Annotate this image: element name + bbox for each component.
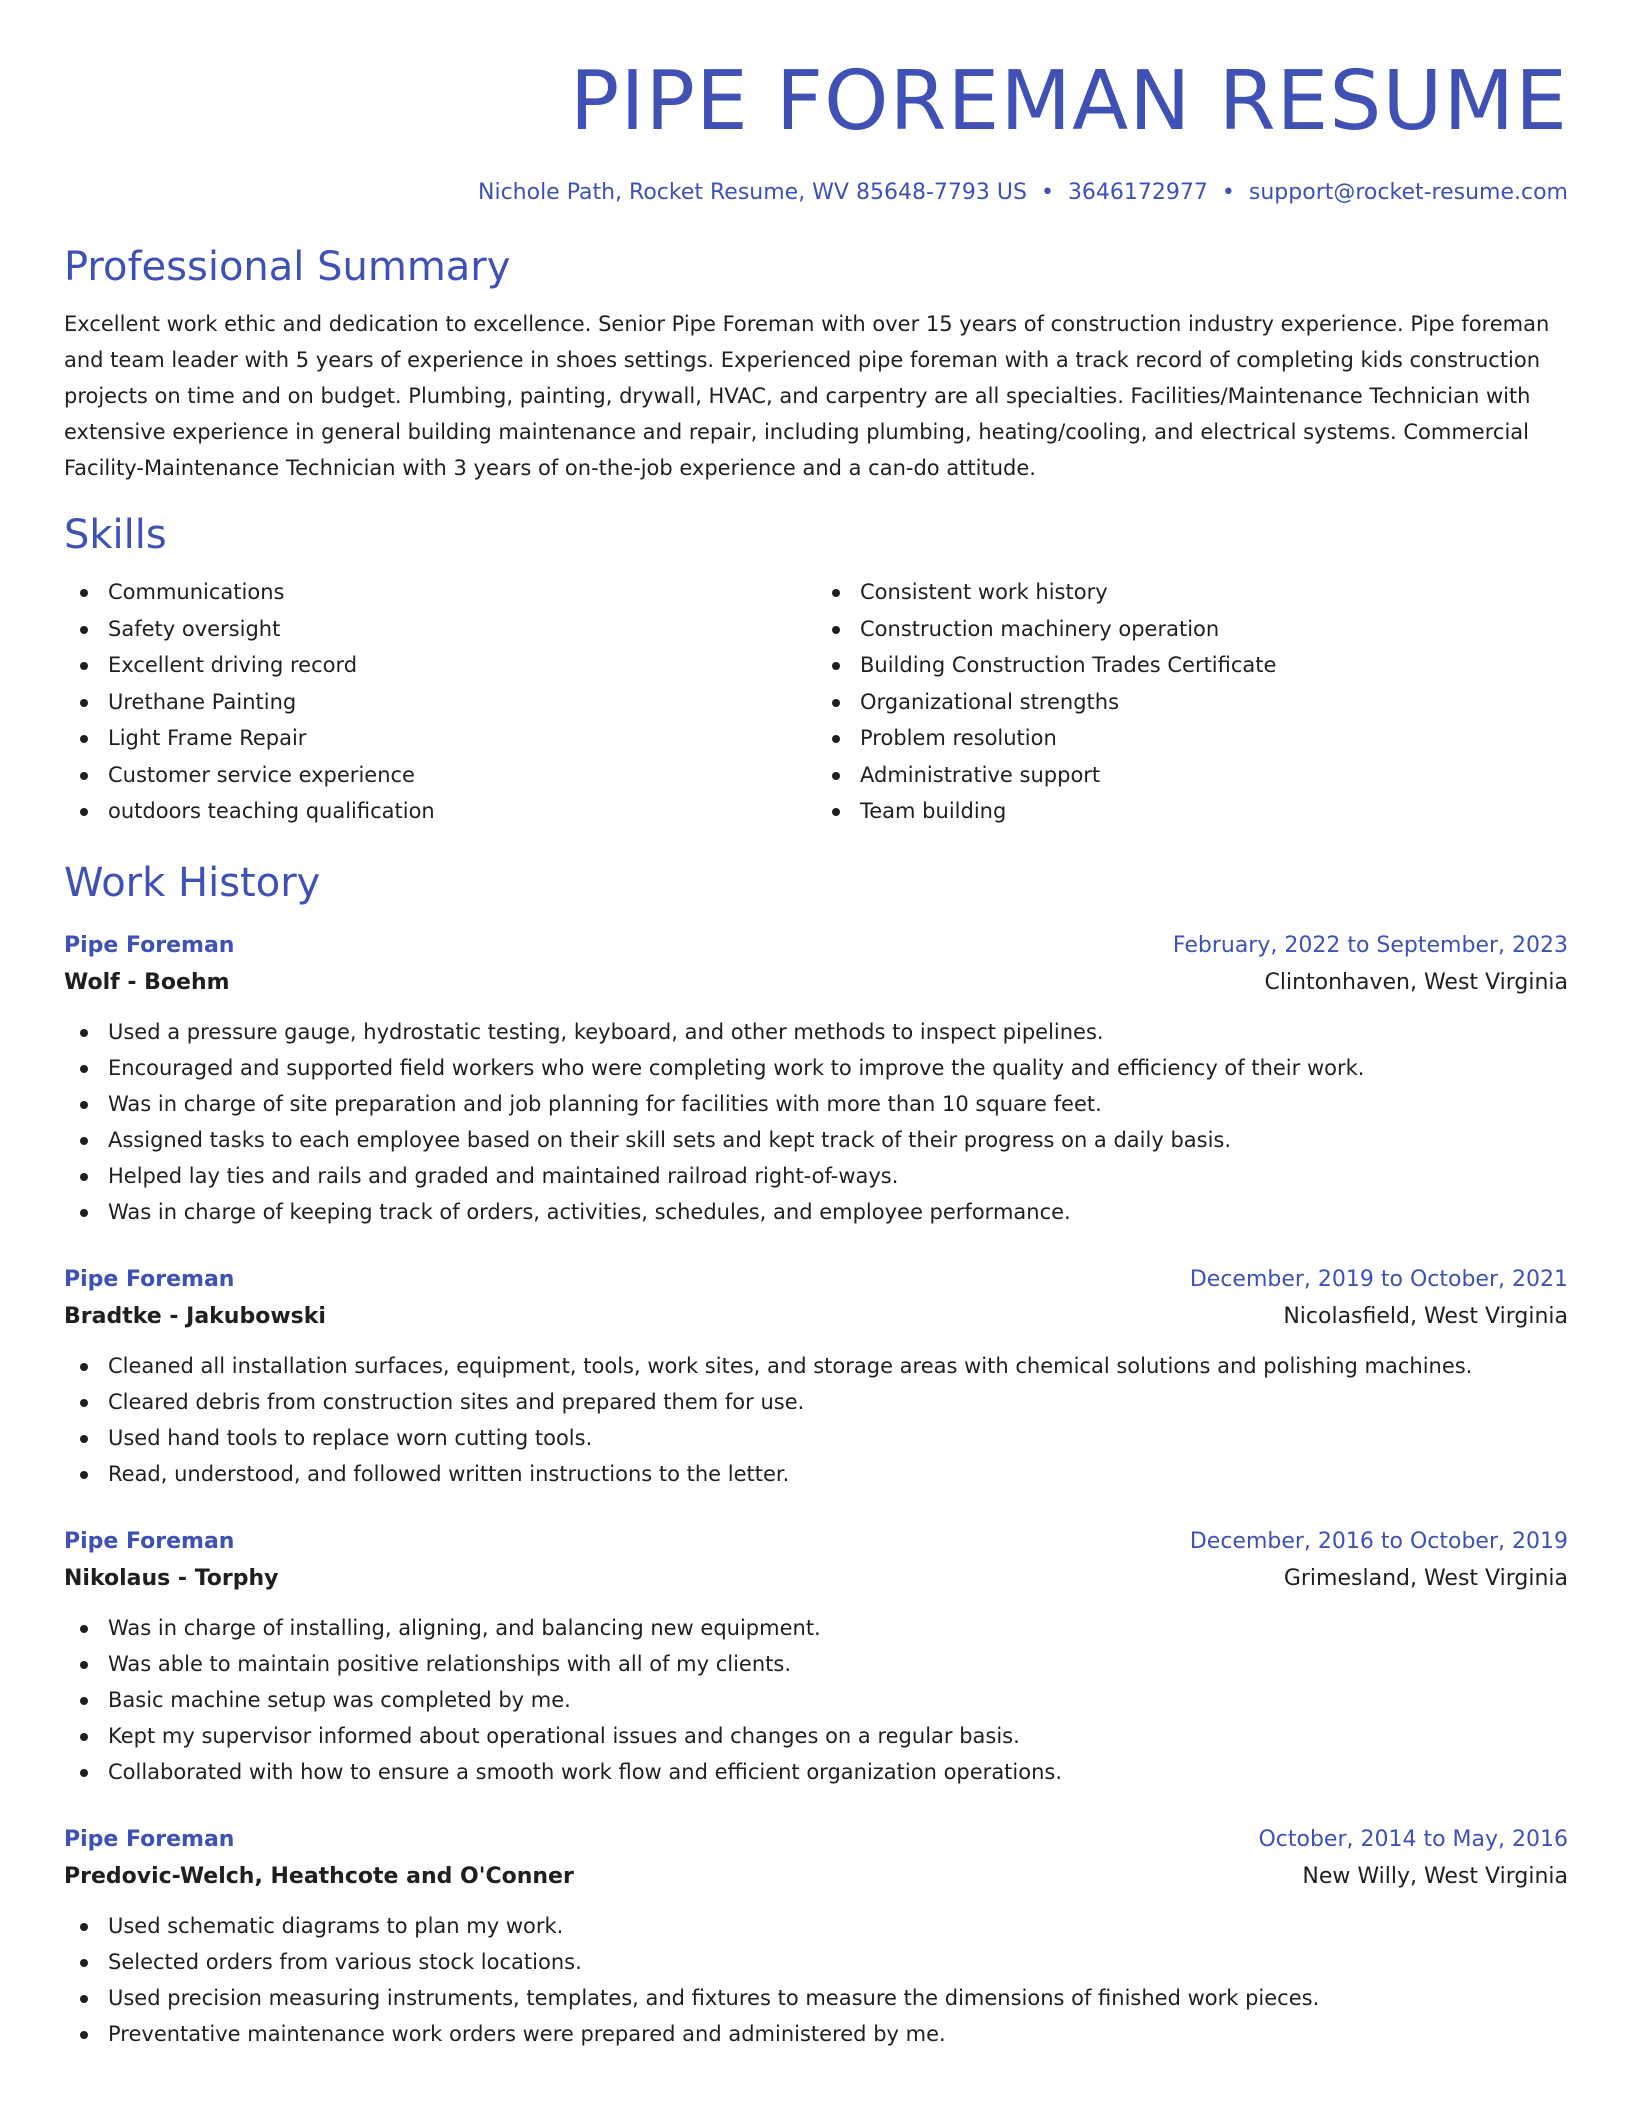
duty-item: Was in charge of site preparation and job planning for facilities with more than 10 square feet.	[108, 1086, 1568, 1122]
contact-line	[64, 178, 1568, 208]
job-title-row	[64, 1262, 1568, 1298]
job-entry	[64, 1524, 1568, 1790]
duty-item: Cleared debris from construction sites and prepared them for use.	[108, 1384, 1568, 1420]
job-duties-list	[64, 1908, 1568, 2052]
skill-item: Communications	[108, 574, 816, 610]
job-company: Bradtke - Jakubowski	[64, 1303, 326, 1329]
job-location: New Willy, West Virginia	[1302, 1863, 1568, 1889]
skill-item: outdoors teaching qualification	[108, 793, 816, 829]
job-location: Nicolasfield, West Virginia	[1283, 1303, 1568, 1329]
skill-item: Construction machinery operation	[860, 611, 1568, 647]
duty-item: Used precision measuring instruments, templates, and fixtures to measure the dimensions of finished work pieces.	[108, 1980, 1568, 2016]
duty-item: Selected orders from various stock locations.	[108, 1944, 1568, 1980]
duty-item: Was in charge of installing, aligning, and balancing new equipment.	[108, 1610, 1568, 1646]
job-entry	[64, 1822, 1568, 2052]
contact-separator: •	[1221, 180, 1235, 205]
duty-item: Collaborated with how to ensure a smooth work flow and efficient organization operations.	[108, 1754, 1568, 1790]
job-entry	[64, 1262, 1568, 1492]
duty-item: Helped lay ties and rails and graded and maintained railroad right-of-ways.	[108, 1158, 1568, 1194]
duty-item: Kept my supervisor informed about operational issues and changes on a regular basis.	[108, 1718, 1568, 1754]
duty-item: Was able to maintain positive relationships with all of my clients.	[108, 1646, 1568, 1682]
job-company-row	[64, 964, 1568, 1002]
resume-title: PIPE FOREMAN RESUME	[569, 54, 1568, 149]
job-company: Predovic-Welch, Heathcote and O'Conner	[64, 1863, 574, 1889]
skill-item: Problem resolution	[860, 720, 1568, 756]
job-duties-list	[64, 1610, 1568, 1790]
contact-phone: 3646172977	[1067, 180, 1208, 205]
job-title: Pipe Foreman	[64, 1266, 235, 1292]
job-duties-list	[64, 1014, 1568, 1230]
skill-item: Safety oversight	[108, 611, 816, 647]
duty-item: Assigned tasks to each employee based on their skill sets and kept track of their progress on a daily basis.	[108, 1122, 1568, 1158]
summary-text: Excellent work ethic and dedication to excellence. Senior Pipe Foreman with over 15 years of construction industry experience. Pipe foreman and team leader with 5 years of experience in shoes settings. Experienced pipe foreman with a track record of completing kids construction projects on time and on budget. Plumbing, painting, drywall, HVAC, and carpentry are all specialties. Facilities/Maintenance Technician with extensive experience in general building maintenance and repair, including plumbing, heating/cooling, and electrical systems. Commercial Facility-Maintenance Technician with 3 years of on-the-job experience and a can-do attitude.	[64, 312, 1550, 480]
duty-item: Read, understood, and followed written instructions to the letter.	[108, 1456, 1568, 1492]
duty-item: Used hand tools to replace worn cutting tools.	[108, 1420, 1568, 1456]
job-dates: December, 2016 to October, 2019	[1189, 1528, 1568, 1554]
job-company: Wolf - Boehm	[64, 969, 230, 995]
work-history-heading: Work History	[64, 859, 321, 906]
duty-item: Was in charge of keeping track of orders, activities, schedules, and employee performance.	[108, 1194, 1568, 1230]
job-dates: February, 2022 to September, 2023	[1172, 932, 1568, 958]
job-duties-list	[64, 1348, 1568, 1492]
job-title-row	[64, 1524, 1568, 1560]
skill-item: Excellent driving record	[108, 647, 816, 683]
skill-item: Organizational strengths	[860, 684, 1568, 720]
contact-email[interactable]: support@rocket-resume.com	[1248, 180, 1568, 205]
skills-list-right	[816, 574, 1568, 830]
duty-item: Used schematic diagrams to plan my work.	[108, 1908, 1568, 1944]
duty-item: Used a pressure gauge, hydrostatic testing, keyboard, and other methods to inspect pipelines.	[108, 1014, 1568, 1050]
job-title-row	[64, 1822, 1568, 1858]
job-title: Pipe Foreman	[64, 1528, 235, 1554]
skill-item: Building Construction Trades Certificate	[860, 647, 1568, 683]
duty-item: Preventative maintenance work orders were prepared and administered by me.	[108, 2016, 1568, 2052]
job-location: Clintonhaven, West Virginia	[1264, 969, 1568, 995]
contact-separator: •	[1040, 180, 1054, 205]
job-company-row	[64, 1858, 1568, 1896]
skills-list-left	[64, 574, 816, 830]
job-dates: October, 2014 to May, 2016	[1258, 1826, 1568, 1852]
summary-heading: Professional Summary	[64, 244, 511, 290]
job-entry	[64, 928, 1568, 1230]
job-title: Pipe Foreman	[64, 1826, 235, 1852]
skill-item: Light Frame Repair	[108, 720, 816, 756]
job-location: Grimesland, West Virginia	[1283, 1565, 1568, 1591]
job-company-row	[64, 1560, 1568, 1598]
skill-item: Administrative support	[860, 757, 1568, 793]
job-title: Pipe Foreman	[64, 932, 235, 958]
skills-grid	[64, 574, 1568, 830]
duty-item: Encouraged and supported field workers who were completing work to improve the quality and efficiency of their work.	[108, 1050, 1568, 1086]
resume-page	[64, 0, 1568, 2052]
skill-item: Customer service experience	[108, 757, 816, 793]
skill-item: Team building	[860, 793, 1568, 829]
skill-item: Urethane Painting	[108, 684, 816, 720]
job-title-row	[64, 928, 1568, 964]
duty-item: Cleaned all installation surfaces, equipment, tools, work sites, and storage areas with chemical solutions and polishing machines.	[108, 1348, 1568, 1384]
job-company: Nikolaus - Torphy	[64, 1565, 279, 1591]
duty-item: Basic machine setup was completed by me.	[108, 1682, 1568, 1718]
job-dates: December, 2019 to October, 2021	[1189, 1266, 1568, 1292]
skill-item: Consistent work history	[860, 574, 1568, 610]
job-company-row	[64, 1298, 1568, 1336]
contact-address: Nichole Path, Rocket Resume, WV 85648-7793 US	[478, 180, 1027, 205]
skills-heading: Skills	[64, 512, 167, 558]
